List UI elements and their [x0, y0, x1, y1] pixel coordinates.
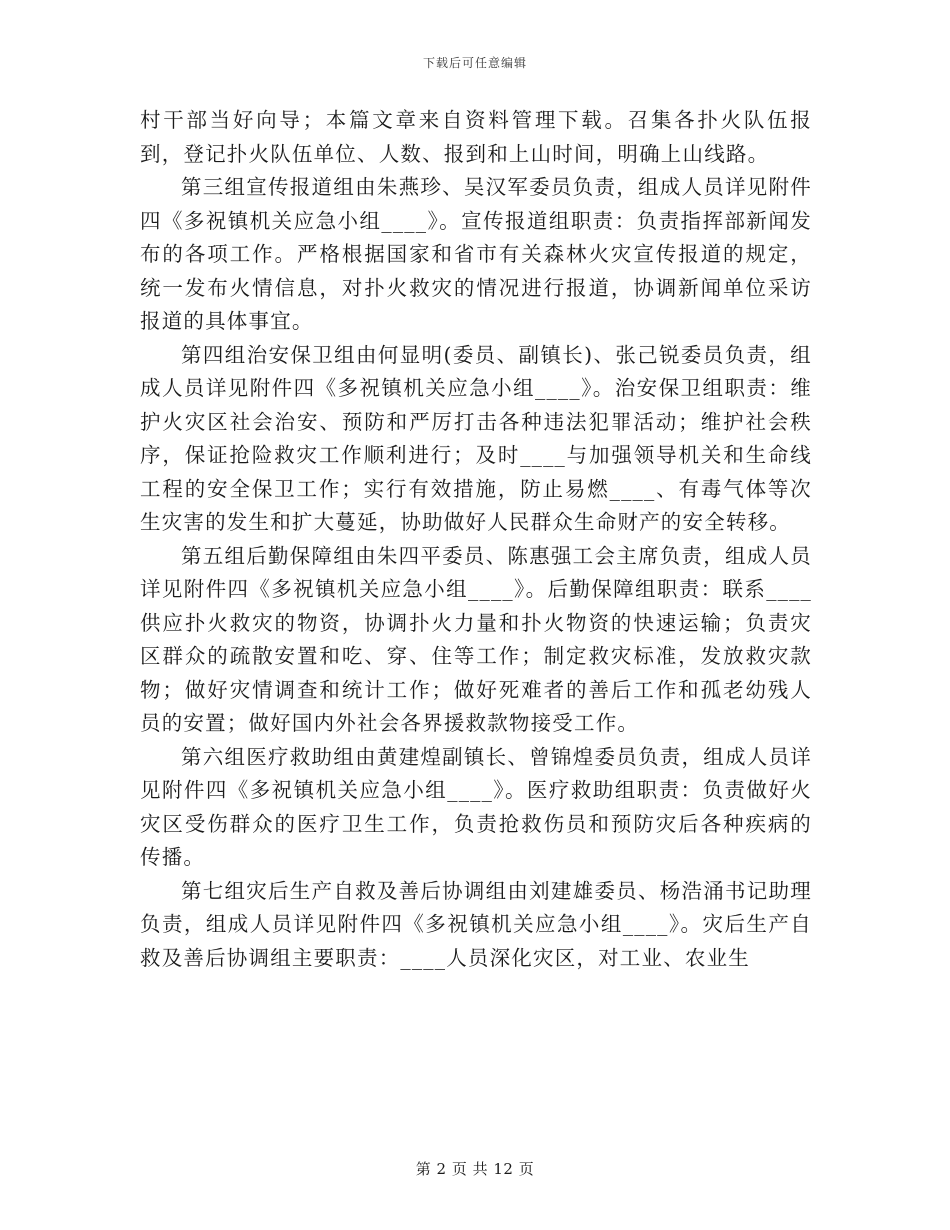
page-header-note: 下载后可任意编辑	[422, 56, 527, 70]
page-number: 第 2 页 共 12 页	[415, 1160, 535, 1178]
paragraph-group-7-recovery: 第七组灾后生产自救及善后协调组由刘建雄委员、杨浩涌书记助理负责，组成人员详见附件四《多祝镇机关应急小组____》。灾后生产自救及善后协调组主要职责：____人员深化灾区，对工业、农业生	[140, 878, 812, 970]
paragraph-continued: 村干部当好向导；本篇文章来自资料管理下载。召集各扑火队伍报到，登记扑火队伍单位、人数、报到和上山时间，明确上山线路。	[140, 108, 812, 166]
paragraph-group-4-security: 第四组治安保卫组由何显明(委员、副镇长)、张己锐委员负责，组成人员详见附件四《多祝镇机关应急小组____》。治安保卫组职责：维护火灾区社会治安、预防和严厉打击各种违法犯罪活动；维护社会秩序，保证抢险救灾工作顺利进行；及时____与加强领导机关和生命线工程的安全保卫工作；实行有效措施，防止易燃____、有毒气体等次生灾害的发生和扩大蔓延，协助做好人民群众生命财产的安全转移。	[140, 342, 812, 534]
document-body	[140, 104, 812, 975]
paragraph-group-6-medical: 第六组医疗救助组由黄建煌副镇长、曾锦煌委员负责，组成人员详见附件四《多祝镇机关应急小组____》。医疗救助组职责：负责做好火灾区受伤群众的医疗卫生工作，负责抢救伤员和预防灾后各种疾病的传播。	[140, 744, 812, 869]
paragraph-group-3-publicity: 第三组宣传报道组由朱燕珍、吴汉军委员负责，组成人员详见附件四《多祝镇机关应急小组____》。宣传报道组职责：负责指挥部新闻发布的各项工作。严格根据国家和省市有关森林火灾宣传报道的规定，统一发布火情信息，对扑火救灾的情况进行报道，协调新闻单位采访报道的具体事宜。	[140, 175, 812, 333]
paragraph-group-5-logistics: 第五组后勤保障组由朱四平委员、陈惠强工会主席负责，组成人员详见附件四《多祝镇机关应急小组____》。后勤保障组职责：联系____供应扑火救灾的物资，协调扑火力量和扑火物资的快速运输；负责灾区群众的疏散安置和吃、穿、住等工作；制定救灾标准，发放救灾款物；做好灾情调查和统计工作；做好死难者的善后工作和孤老幼残人员的安置；做好国内外社会各界援救款物接受工作。	[140, 543, 812, 735]
